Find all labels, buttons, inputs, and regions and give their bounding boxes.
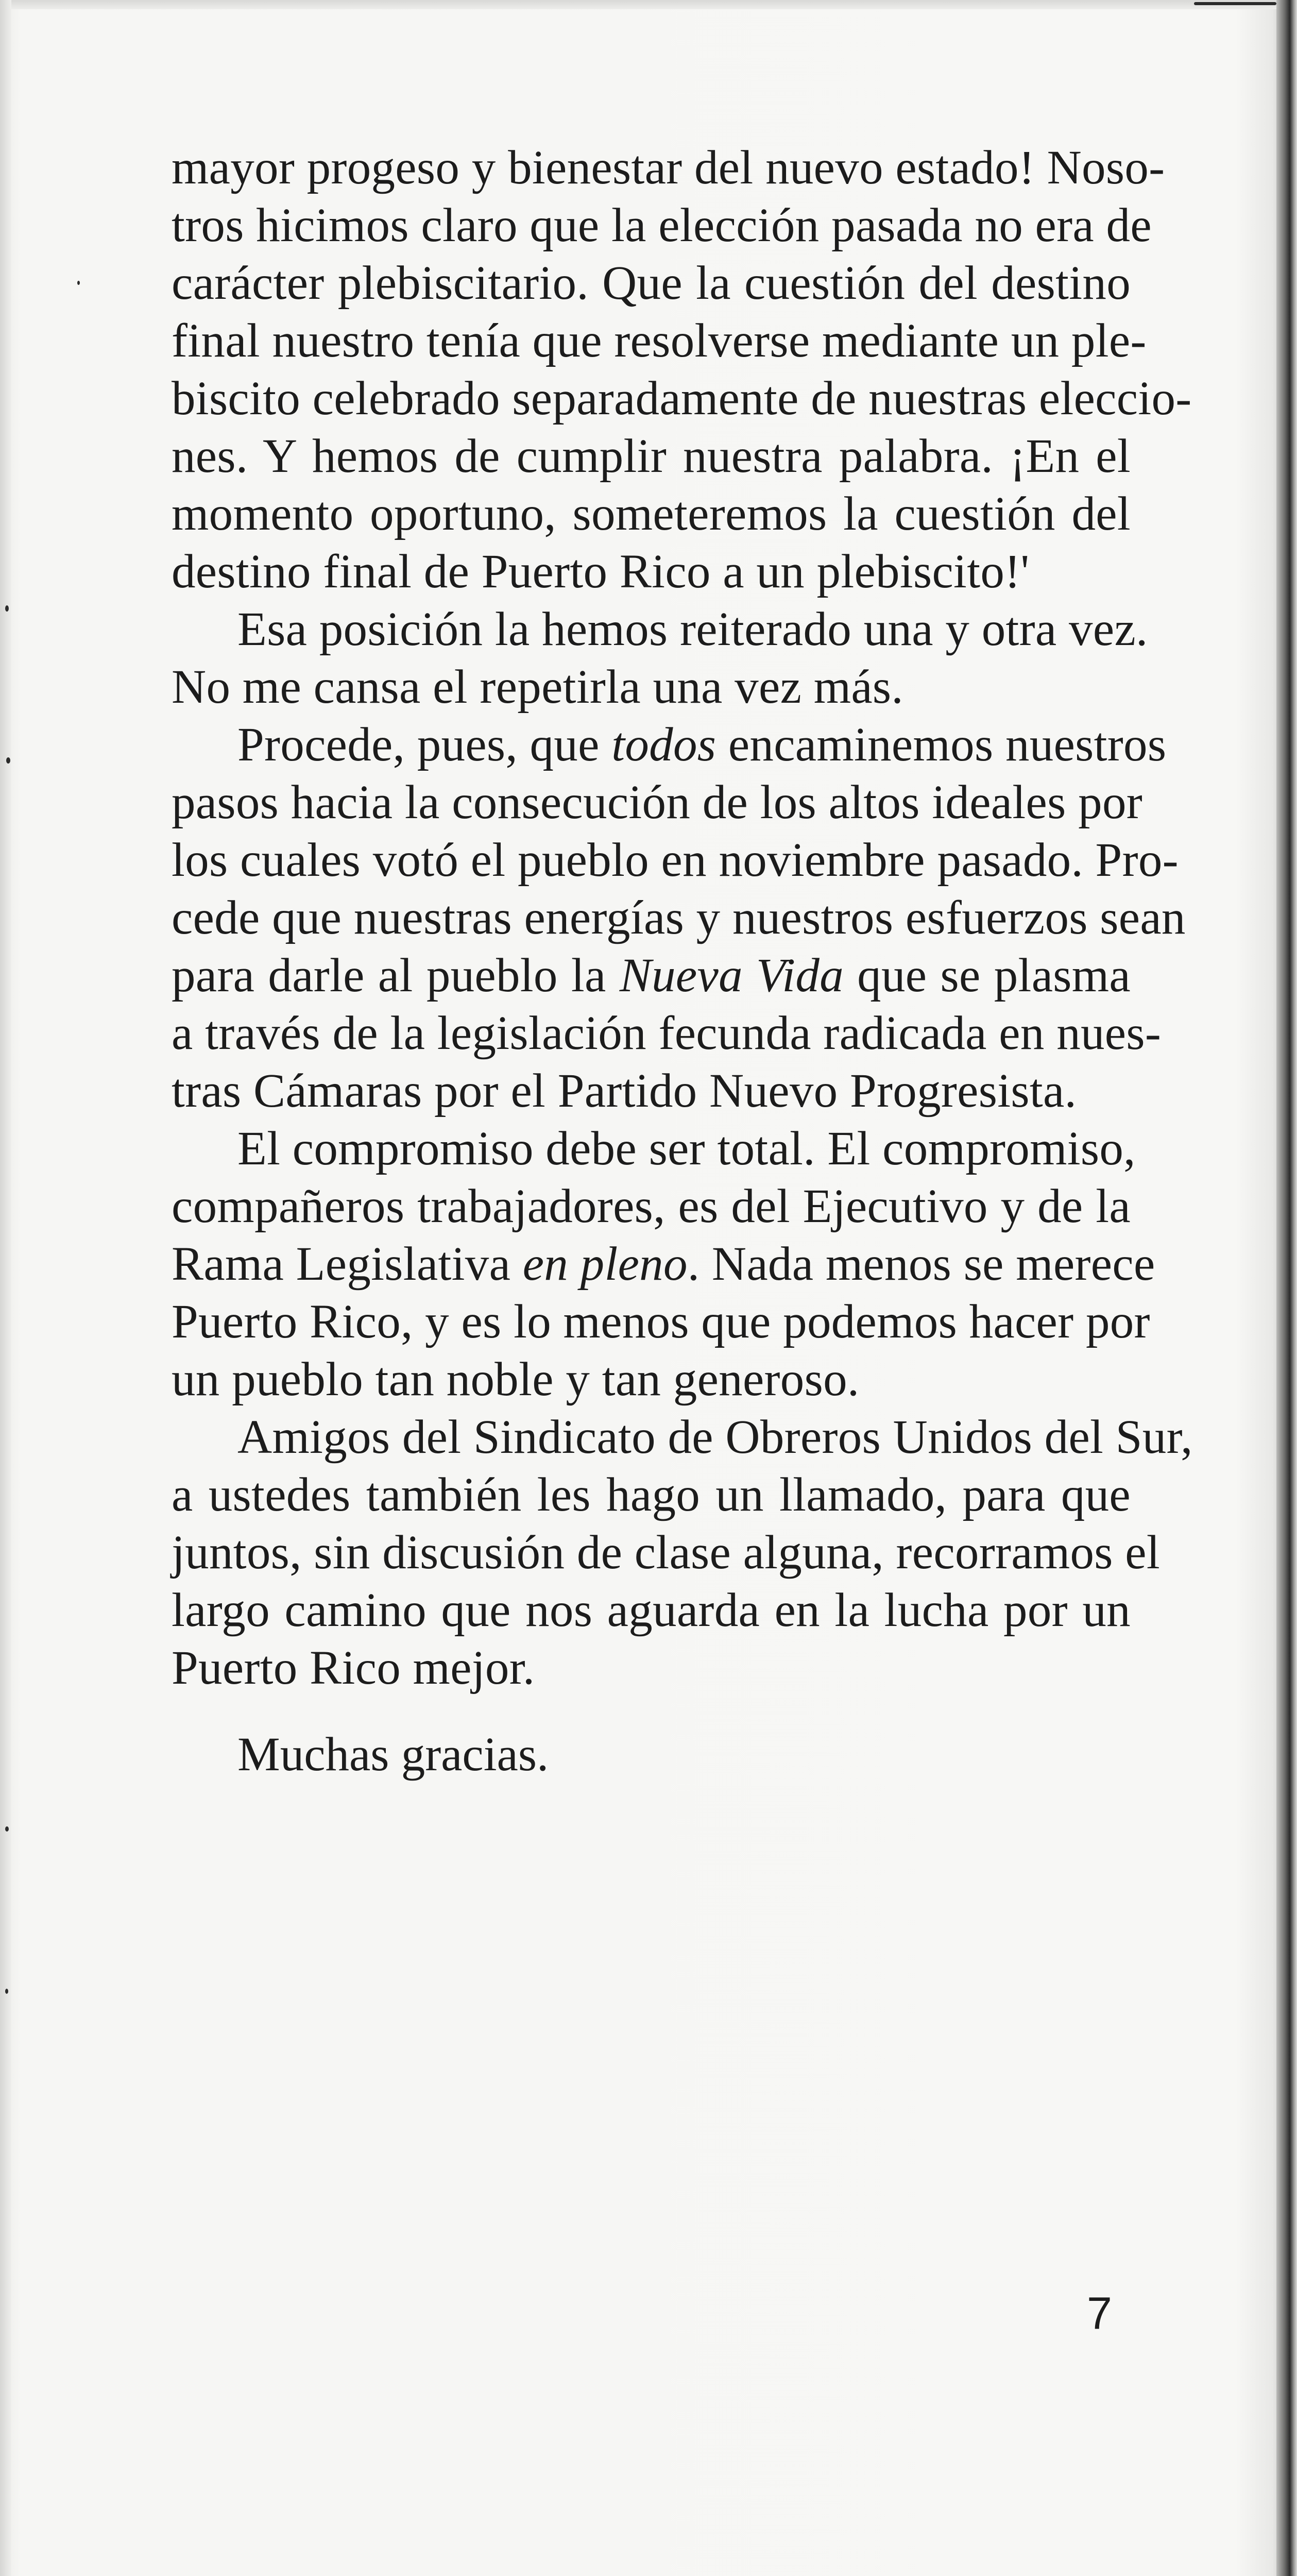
speck: [77, 281, 80, 285]
text-line: cede que nuestras energías y nuestros esfuerzos sean: [172, 891, 1186, 944]
paragraph: [172, 601, 1148, 716]
text-line: los cuales votó el pueblo en noviembre pasado. Pro-: [172, 834, 1179, 887]
text-line: biscito celebrado separadamente de nuestras eleccio-: [172, 372, 1192, 425]
page-top-edge: [0, 0, 1297, 9]
text-run: Procede, pues, que: [237, 718, 612, 771]
paragraph: [172, 1120, 1155, 1409]
text-line: Puerto Rico mejor.: [172, 1641, 535, 1694]
text-line: largo camino que nos aguarda en la lucha por un: [172, 1584, 1131, 1637]
text-line: Puerto Rico, y es lo menos que podemos hacer por: [172, 1295, 1150, 1348]
text-line: mayor progeso y bienestar del nuevo estado! Noso-: [172, 141, 1165, 194]
text-line: El compromiso debe ser total. El compromiso,: [237, 1122, 1136, 1175]
text-line: compañeros trabajadores, es del Ejecutivo y de la: [172, 1180, 1131, 1233]
text-line: Amigos del Sindicato de Obreros Unidos del Sur,: [237, 1411, 1193, 1464]
text-run: Rama Legislativa: [172, 1238, 523, 1291]
text-line: momento oportuno, someteremos la cuestión del: [172, 487, 1131, 540]
paragraph: [172, 716, 1186, 1120]
text-line: [172, 716, 1167, 774]
italic-text: Nueva Vida: [619, 949, 844, 1002]
text-line: carácter plebiscitario. Que la cuestión del destino: [172, 257, 1131, 310]
text-line: pasos hacia la consecución de los altos ideales por: [172, 776, 1143, 829]
text-line: un pueblo tan noble y tan generoso.: [172, 1353, 860, 1406]
text-run: . Nada menos se merece: [687, 1238, 1155, 1291]
italic-text: todos: [611, 718, 716, 771]
text-line: juntos, sin discusión de clase alguna, recorramos el: [172, 1526, 1161, 1579]
text-run: encaminemos nuestros: [716, 718, 1167, 771]
text-line: final nuestro tenía que resolverse mediante un ple-: [172, 314, 1147, 367]
page-top-corner-mark: [1194, 2, 1276, 5]
italic-text: en pleno: [522, 1238, 688, 1291]
page-binding-edge: [1276, 0, 1297, 2576]
text-run: que se plasma: [844, 949, 1131, 1002]
text-line: destino final de Puerto Rico a un plebiscito!': [172, 545, 1030, 598]
paragraph: [172, 1409, 1193, 1697]
text-line: a ustedes también les hago un llamado, para que: [172, 1468, 1131, 1521]
paragraph: [172, 139, 1192, 601]
speck: [5, 1989, 8, 1994]
text-line: tras Cámaras por el Partido Nuevo Progresista.: [172, 1064, 1077, 1117]
body-text: [172, 139, 1193, 1697]
text-line: tros hicimos claro que la elección pasada no era de: [172, 199, 1152, 252]
closing-line: Muchas gracias.: [237, 1728, 549, 1781]
text-line: No me cansa el repetirla una vez más.: [172, 660, 903, 714]
text-line: [172, 947, 1131, 1005]
text-line: Esa posición la hemos reiterado una y otra vez.: [237, 603, 1148, 656]
speck: [5, 605, 9, 612]
speck: [6, 757, 10, 764]
text-line: a través de la legislación fecunda radicada en nues-: [172, 1007, 1162, 1060]
text-line: [172, 1235, 1155, 1293]
page-number: 7: [1087, 2287, 1112, 2338]
text-line: nes. Y hemos de cumplir nuestra palabra. ¡En el: [172, 430, 1131, 483]
text-run: para darle al pueblo la: [172, 949, 620, 1002]
speck: [5, 1826, 9, 1832]
page-left-edge: [0, 0, 11, 2576]
